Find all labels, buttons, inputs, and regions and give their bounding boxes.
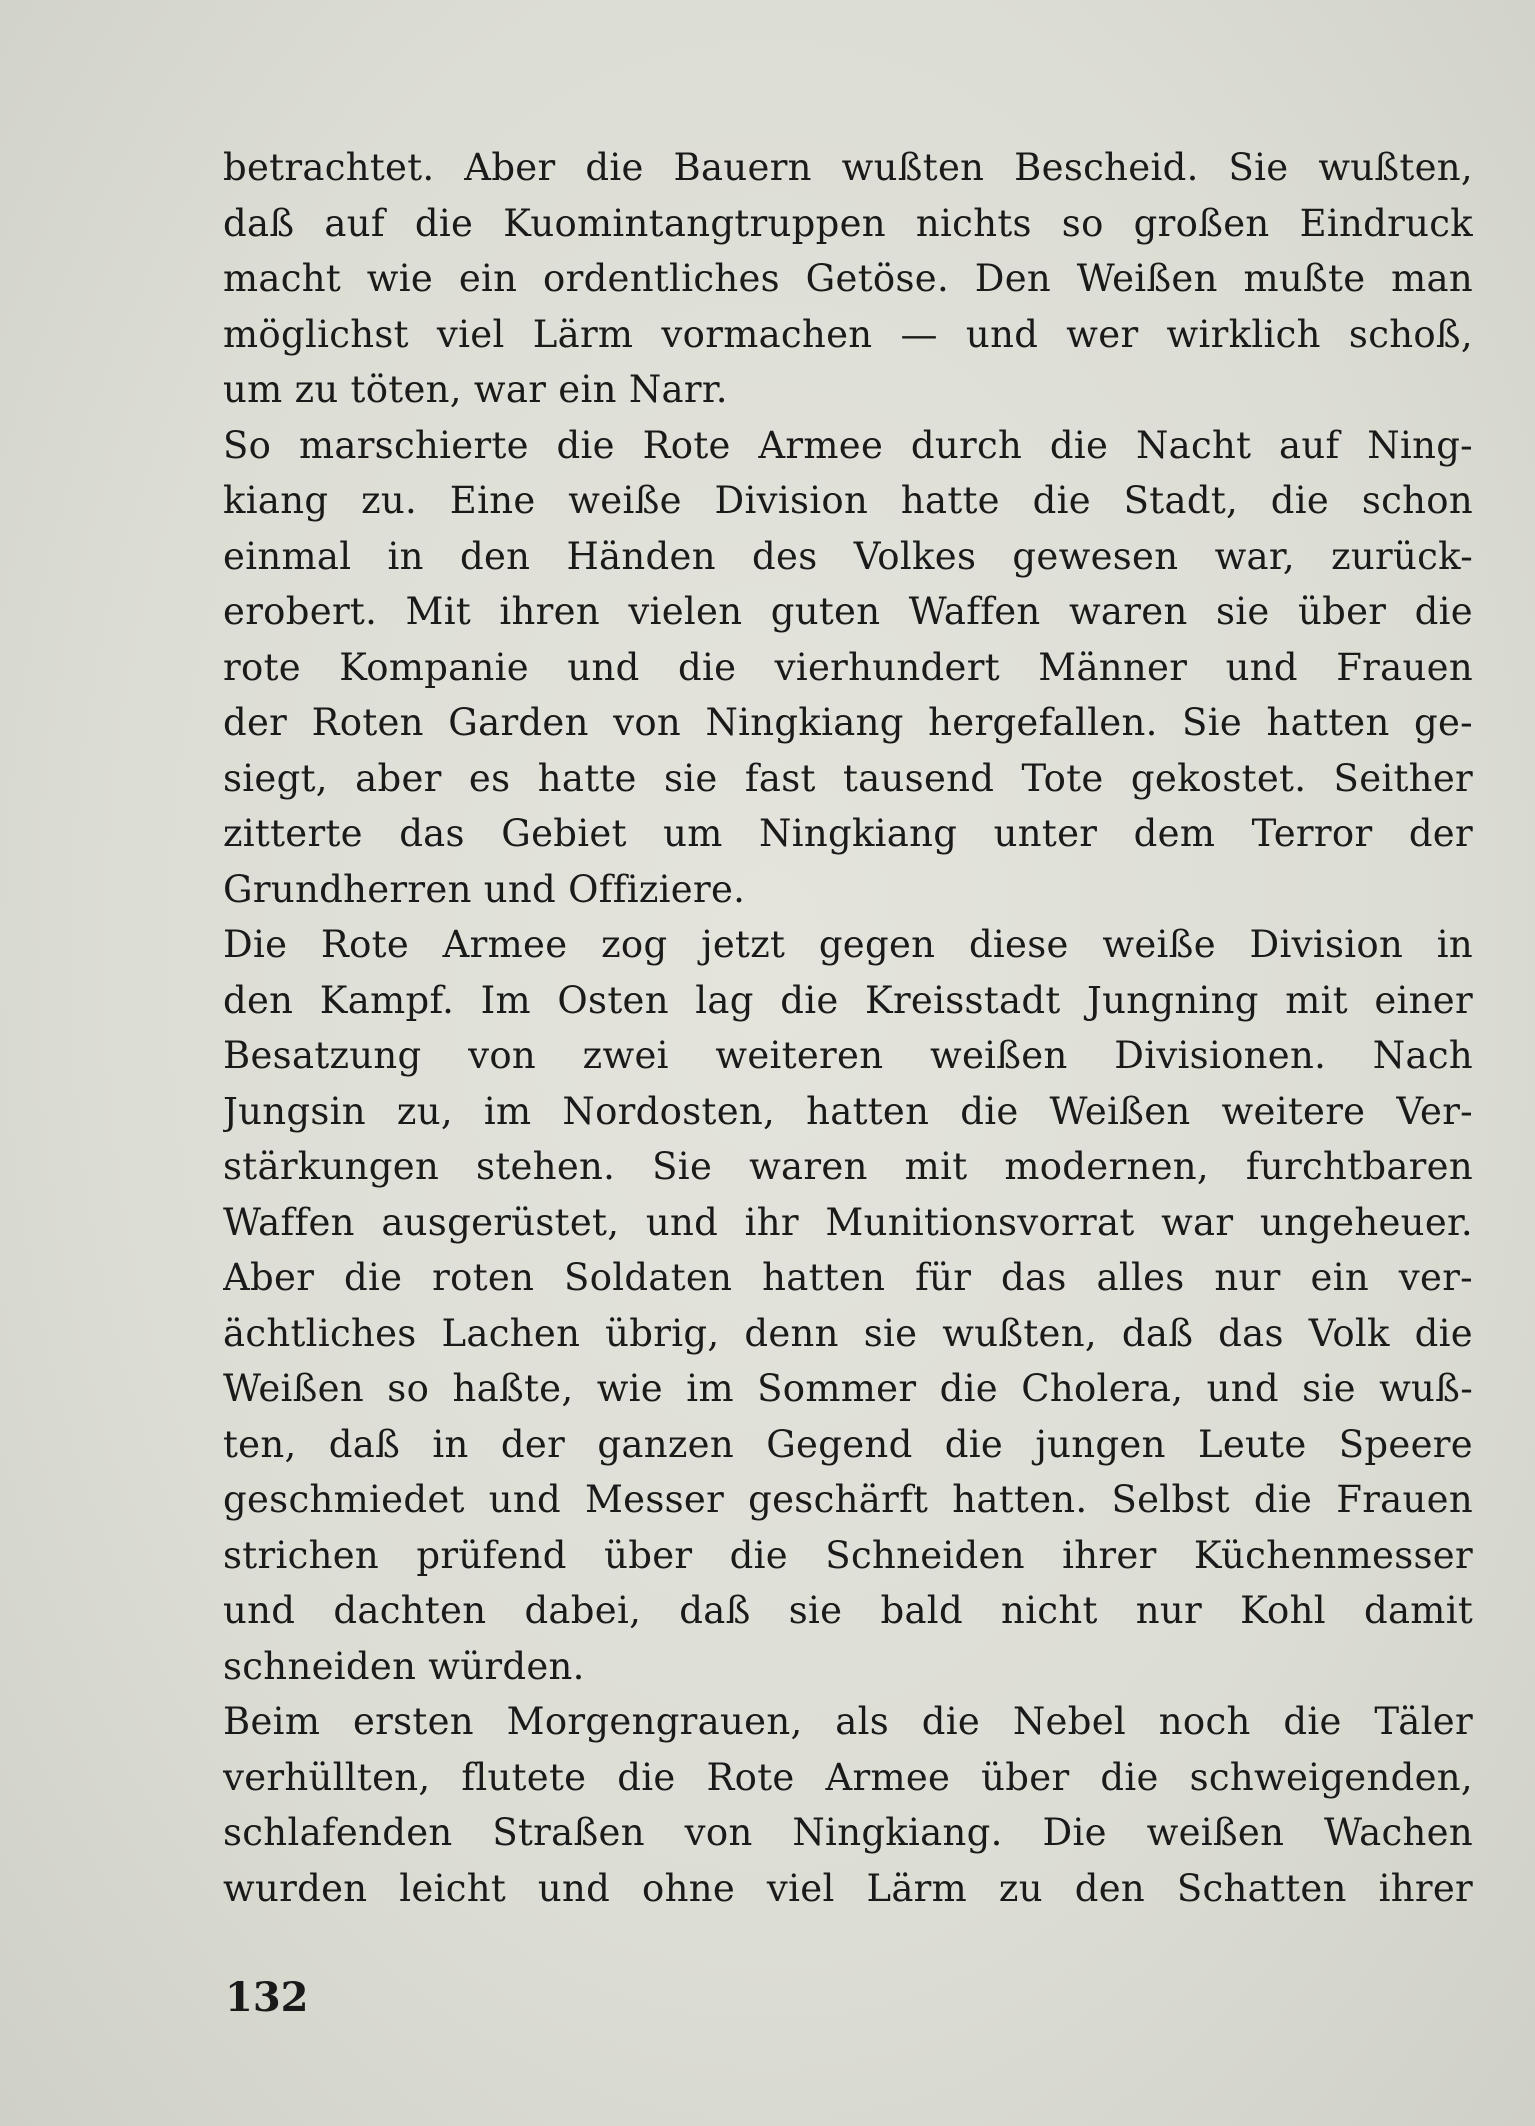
text-line: Jungsin zu, im Nordosten, hatten die Weißen weitere Ver- [223, 1089, 1473, 1133]
text-line: Die Rote Armee zog jetzt gegen diese weiße Division in [223, 923, 1473, 966]
text-line: schlafenden Straßen von Ningkiang. Die weißen Wachen [223, 1811, 1473, 1854]
text-line: stärkungen stehen. Sie waren mit modernen, furchtbaren [223, 1145, 1473, 1188]
text-line: betrachtet. Aber die Bauern wußten Bescheid. Sie wußten, [223, 146, 1473, 189]
text-line: wurden leicht und ohne viel Lärm zu den Schatten ihrer [223, 1866, 1473, 1910]
text-line: kiang zu. Eine weiße Division hatte die Stadt, die schon [223, 479, 1473, 522]
body-text [223, 140, 1473, 1916]
text-line: Aber die roten Soldaten hatten für das alles nur ein ver- [223, 1256, 1473, 1299]
text-line: Weißen so haßte, wie im Sommer die Cholera, und sie wuß- [223, 1367, 1473, 1410]
text-line: siegt, aber es hatte sie fast tausend Tote gekostet. Seither [223, 756, 1473, 800]
text-line: schneiden würden. [223, 1644, 585, 1688]
text-line: strichen prüfend über die Schneiden ihrer Küchenmesser [223, 1533, 1473, 1577]
text-line: den Kampf. Im Osten lag die Kreisstadt Jungning mit einer [223, 978, 1473, 1022]
page-number: 132 [225, 1974, 309, 2021]
text-line: möglichst viel Lärm vormachen — und wer wirklich schoß, [223, 312, 1473, 356]
text-line: einmal in den Händen des Volkes gewesen war, zurück- [223, 534, 1473, 578]
text-line: und dachten dabei, daß sie bald nicht nur Kohl damit [223, 1589, 1473, 1632]
text-line: zitterte das Gebiet um Ningkiang unter dem Terror der [223, 812, 1473, 855]
text-line: geschmiedet und Messer geschärft hatten. Selbst die Frauen [223, 1478, 1473, 1521]
text-line: Beim ersten Morgengrauen, als die Nebel noch die Täler [223, 1700, 1473, 1743]
text-line: Grundherren und Offiziere. [223, 867, 746, 911]
text-line: erobert. Mit ihren vielen guten Waffen waren sie über die [223, 590, 1473, 633]
text-line: um zu töten, war ein Narr. [223, 368, 728, 411]
text-line: der Roten Garden von Ningkiang hergefallen. Sie hatten ge- [223, 701, 1473, 744]
text-line: ächtliches Lachen übrig, denn sie wußten, daß das Volk die [223, 1311, 1473, 1355]
text-line: So marschierte die Rote Armee durch die Nacht auf Ning- [223, 423, 1473, 467]
text-line: Besatzung von zwei weiteren weißen Divisionen. Nach [223, 1034, 1473, 1077]
text-line: Waffen ausgerüstet, und ihr Munitionsvorrat war ungeheuer. [223, 1200, 1473, 1244]
text-line: ten, daß in der ganzen Gegend die jungen Leute Speere [223, 1422, 1473, 1466]
text-line: daß auf die Kuomintangtruppen nichts so großen Eindruck [223, 201, 1473, 245]
text-line: macht wie ein ordentliches Getöse. Den Weißen mußte man [223, 257, 1473, 300]
text-line: rote Kompanie und die vierhundert Männer und Frauen [223, 645, 1473, 689]
text-line: verhüllten, flutete die Rote Armee über die schweigenden, [223, 1755, 1473, 1799]
